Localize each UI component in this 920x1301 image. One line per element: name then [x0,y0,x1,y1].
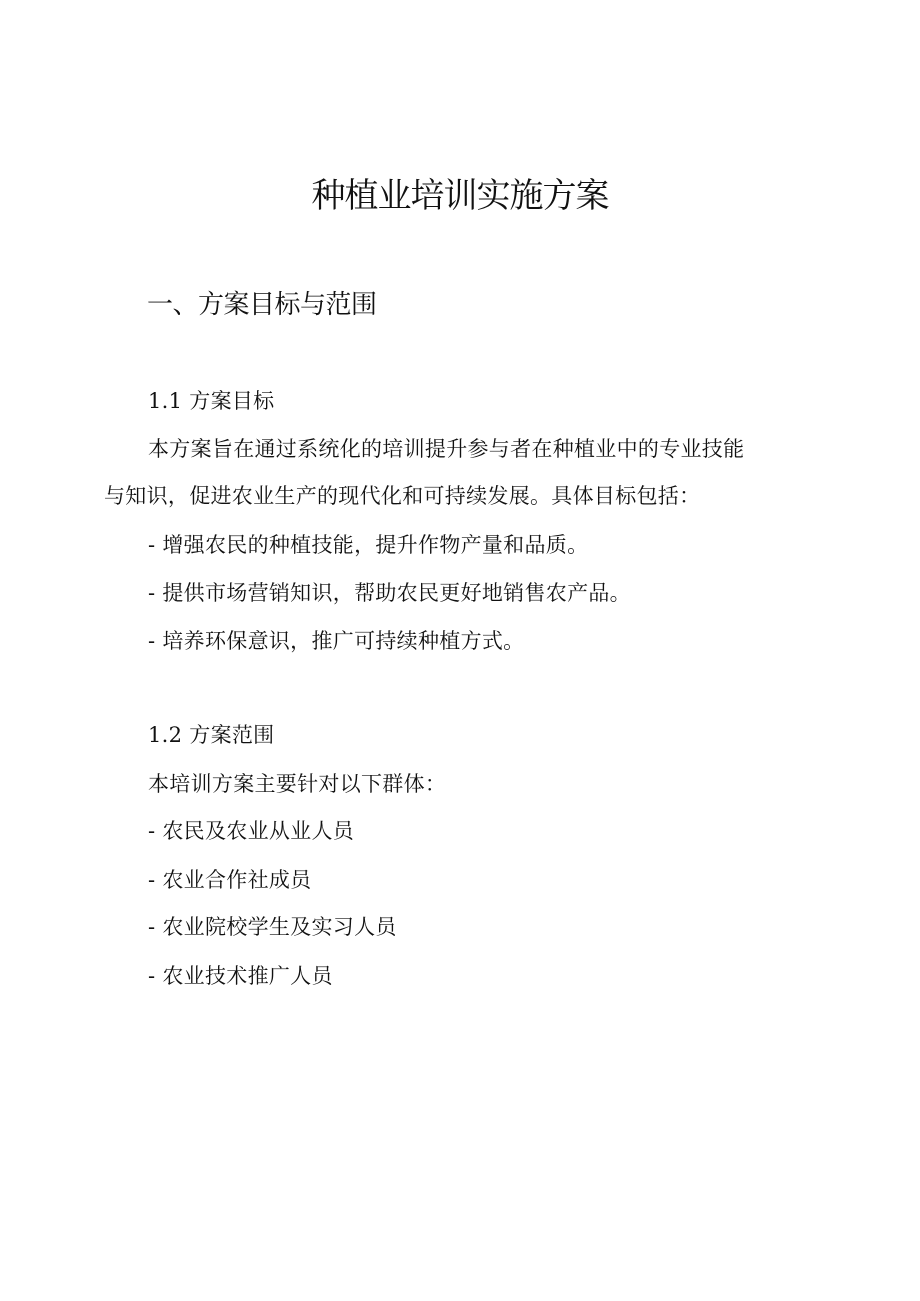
scope-list-item: - 农民及农业从业人员 [148,819,355,843]
scope-intro: 本培训方案主要针对以下群体： [148,772,447,796]
document-title: 种植业培训实施方案 [311,176,609,216]
goals-list-item: - 增强农民的种植技能，提升作物产量和品质。 [148,533,589,557]
subsection-heading-goals: 1.1 方案目标 [148,389,275,413]
goals-paragraph-line-2: 与知识，促进农业生产的现代化和可持续发展。具体目标包括： [104,484,701,508]
scope-list-item: - 农业院校学生及实习人员 [148,915,397,939]
scope-list-item: - 农业技术推广人员 [148,964,333,988]
goals-list-item: - 培养环保意识，推广可持续种植方式。 [148,629,525,653]
goals-list-item: - 提供市场营销知识，帮助农民更好地销售农产品。 [148,581,631,605]
subsection-heading-scope: 1.2 方案范围 [148,723,275,747]
goals-paragraph-line-1: 本方案旨在通过系统化的培训提升参与者在种植业中的专业技能 [148,437,745,461]
section-heading-goals-scope: 一、方案目标与范围 [147,290,377,320]
scope-list-item: - 农业合作社成员 [148,868,312,892]
